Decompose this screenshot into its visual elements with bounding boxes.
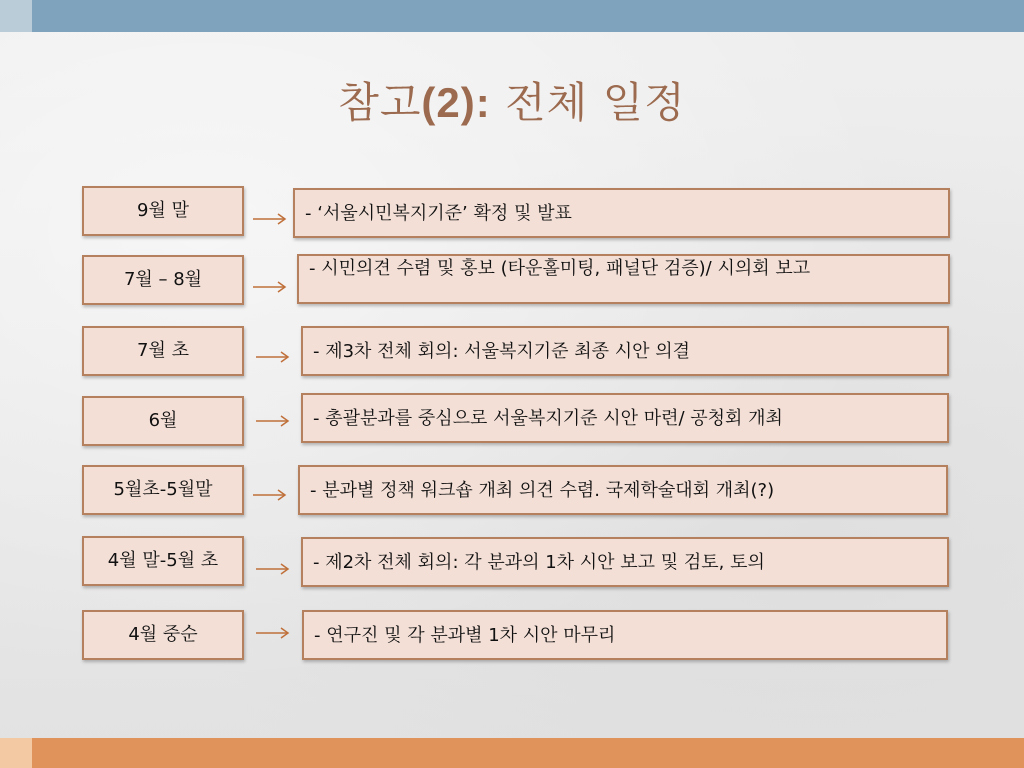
date-label: 5월초-5월말 [113, 479, 213, 500]
right-arrow-icon [252, 488, 288, 502]
date-label: 4월 말-5월 초 [107, 550, 219, 571]
right-arrow-icon [255, 350, 291, 364]
date-box-4 [82, 396, 244, 446]
date-box-7 [82, 610, 244, 660]
date-label: 7월 초 [137, 340, 189, 361]
title-suffix: 전체 일정 [490, 78, 686, 127]
top-accent-bar-left [0, 0, 32, 32]
right-arrow-icon [252, 280, 288, 294]
desc-text: - 제2차 전체 회의: 각 분과의 1차 시안 보고 및 검토, 토의 [313, 551, 765, 573]
desc-box-7 [302, 610, 948, 660]
desc-text: - 연구진 및 각 분과별 1차 시안 마무리 [314, 624, 616, 646]
desc-text: - 분과별 정책 워크숍 개최 의견 수렴. 국제학술대회 개최(?) [310, 479, 775, 501]
date-box-5 [82, 465, 244, 515]
slide-title [0, 70, 1024, 130]
date-box-1 [82, 186, 244, 236]
date-box-6 [82, 536, 244, 586]
right-arrow-icon [252, 212, 288, 226]
desc-box-2 [297, 254, 950, 304]
desc-text: - 제3차 전체 회의: 서울복지기준 최종 시안 의결 [313, 340, 691, 362]
right-arrow-icon [255, 626, 291, 640]
right-arrow-icon [255, 414, 291, 428]
desc-box-3 [301, 326, 949, 376]
top-accent-bar [32, 0, 1024, 32]
desc-text: - ‘서울시민복지기준’ 확정 및 발표 [305, 202, 572, 224]
date-box-2 [82, 255, 244, 305]
title-number: (2): [421, 79, 491, 126]
date-label: 9월 말 [137, 200, 189, 221]
title-prefix: 참고 [338, 78, 422, 127]
desc-box-4 [301, 393, 949, 443]
date-label: 6월 [148, 410, 178, 431]
date-box-3 [82, 326, 244, 376]
right-arrow-icon [255, 562, 291, 576]
desc-text: - 총괄분과를 중심으로 서울복지기준 시안 마련/ 공청회 개최 [313, 407, 783, 429]
date-label: 4월 중순 [128, 624, 198, 645]
bottom-accent-bar-left [0, 738, 32, 768]
desc-text: - 시민의견 수렴 및 홍보 (타운홀미팅, 패널단 검증)/ 시의회 보고 [309, 258, 811, 279]
desc-box-6 [301, 537, 949, 587]
date-label: 7월 – 8월 [123, 269, 203, 290]
desc-box-1 [293, 188, 950, 238]
bottom-accent-bar [32, 738, 1024, 768]
desc-box-5 [298, 465, 948, 515]
